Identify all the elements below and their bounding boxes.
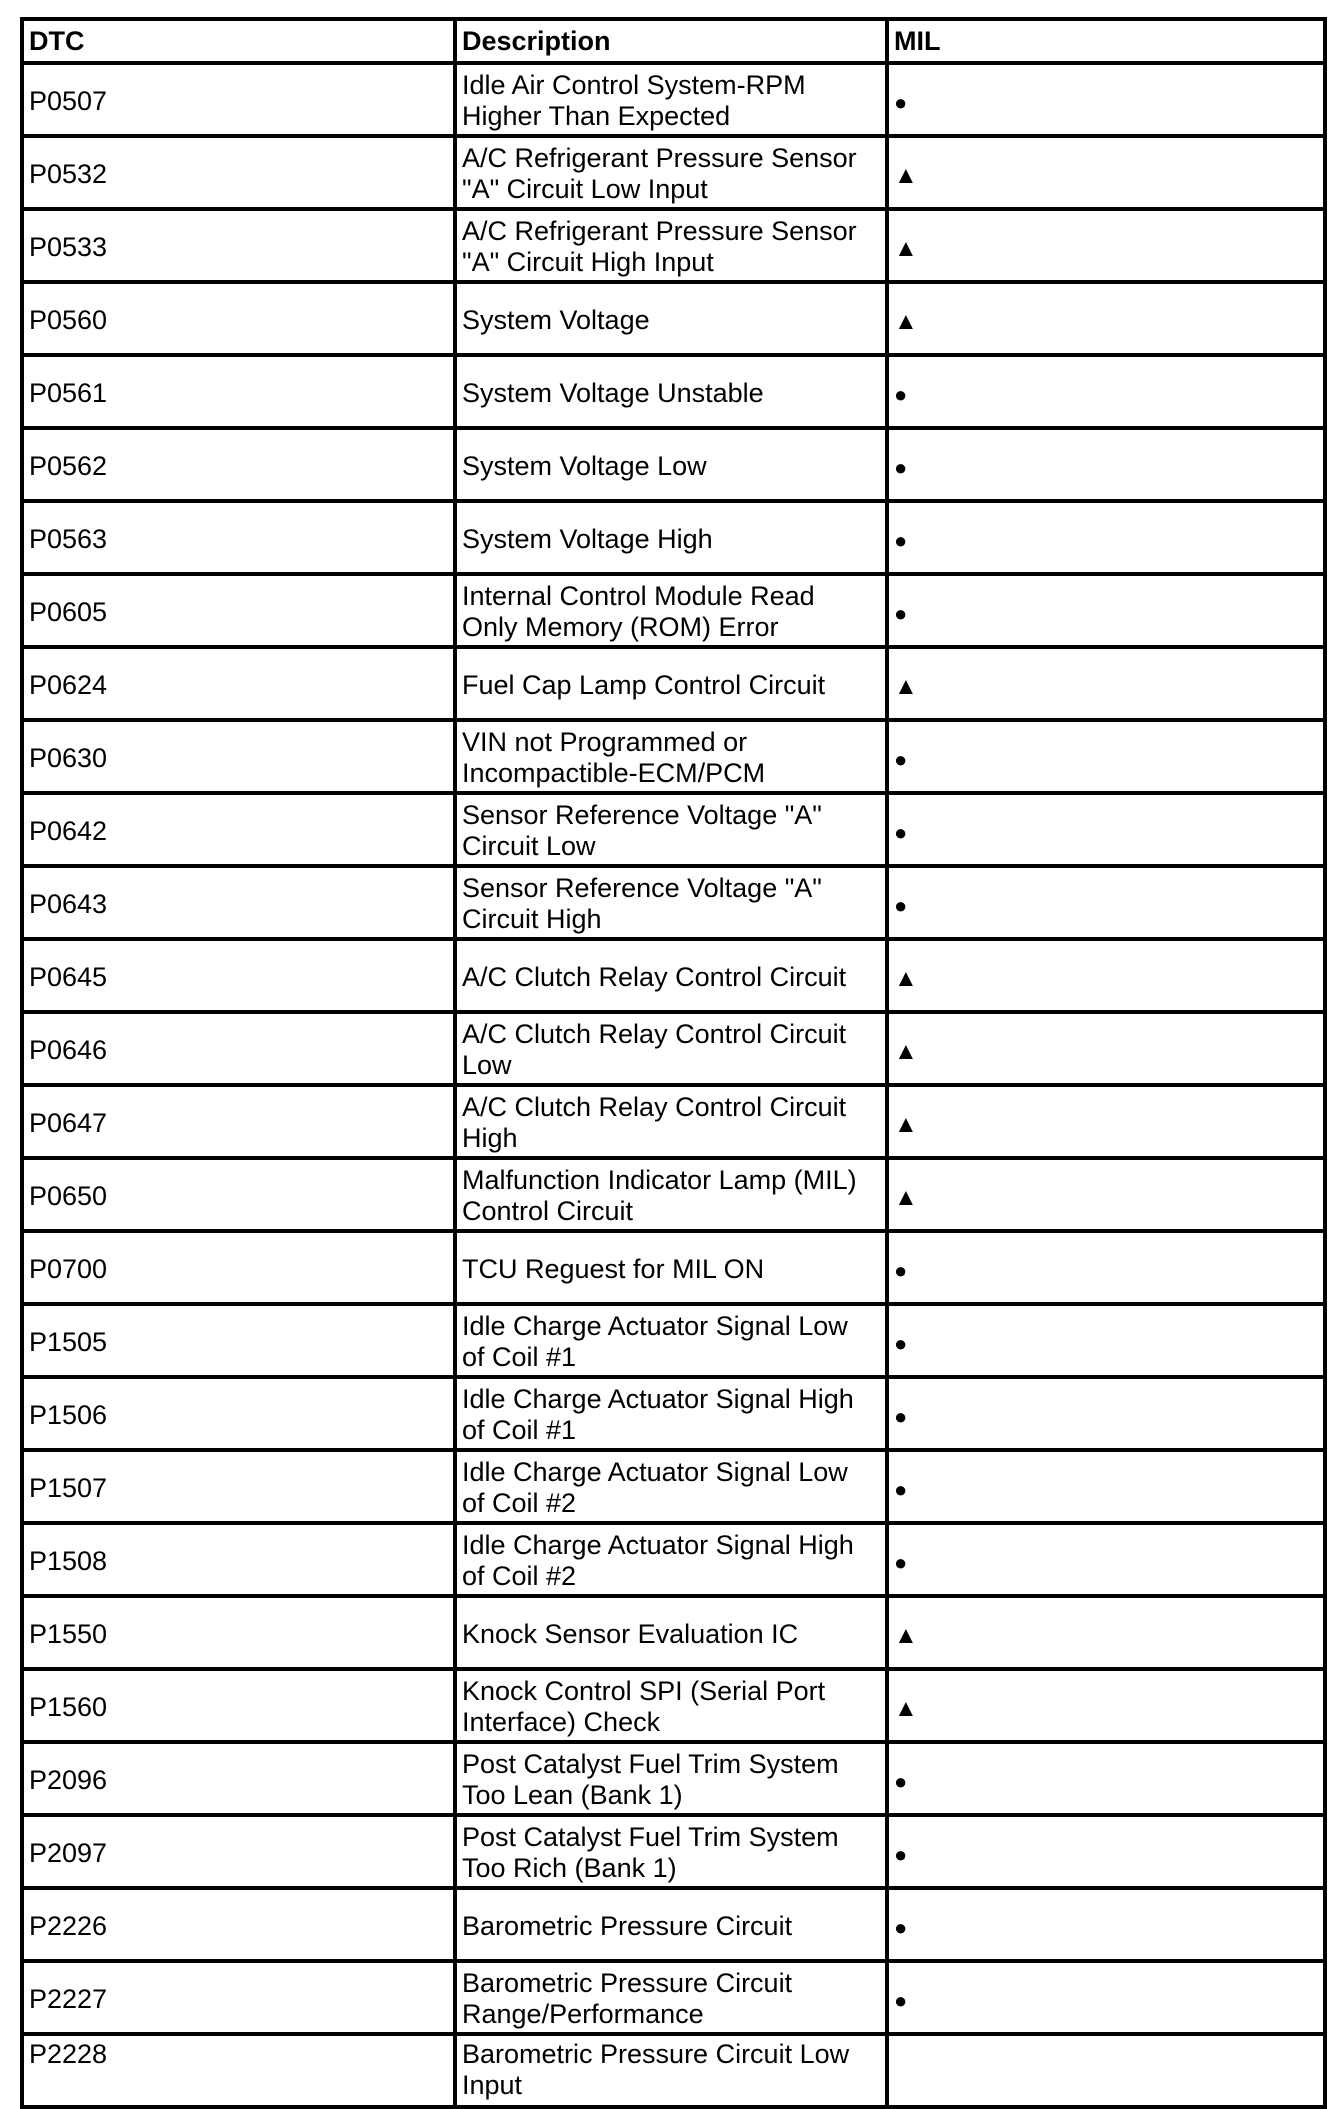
table-row <box>22 793 1325 866</box>
dot-icon: ● <box>894 1330 908 1356</box>
dtc-code: P0561 <box>22 355 455 428</box>
description-line-2: Higher Than Expected <box>462 101 731 131</box>
mil-status <box>887 793 1325 866</box>
dtc-code: P1550 <box>22 1596 455 1669</box>
mil-status <box>887 501 1325 574</box>
dtc-description <box>455 1888 887 1961</box>
dtc-description <box>455 209 887 282</box>
dot-icon: ● <box>894 1403 908 1429</box>
dtc-description <box>455 1523 887 1596</box>
header-row <box>22 19 1325 63</box>
mil-status <box>887 1304 1325 1377</box>
mil-status <box>887 282 1325 355</box>
table-row <box>22 1888 1325 1961</box>
dtc-description <box>455 1012 887 1085</box>
table-row <box>22 647 1325 720</box>
table-row <box>22 1450 1325 1523</box>
dtc-code: P1505 <box>22 1304 455 1377</box>
dot-icon: ● <box>894 1914 908 1940</box>
mil-status <box>887 1669 1325 1742</box>
dtc-code: P0630 <box>22 720 455 793</box>
mil-status <box>887 866 1325 939</box>
description-line-1: System Voltage <box>462 304 650 335</box>
dot-icon: ● <box>894 892 908 918</box>
description-line-1: Knock Sensor Evaluation IC <box>462 1618 799 1649</box>
dot-icon: ● <box>894 454 908 480</box>
triangle-icon: ▲ <box>894 234 918 262</box>
dtc-code: P1507 <box>22 1450 455 1523</box>
table-row <box>22 1377 1325 1450</box>
description-line-2: of Coil #2 <box>462 1488 577 1518</box>
dtc-code: P0650 <box>22 1158 455 1231</box>
description-line-2: Too Lean (Bank 1) <box>462 1780 683 1810</box>
dtc-description <box>455 1450 887 1523</box>
table-row <box>22 282 1325 355</box>
dtc-description <box>455 1158 887 1231</box>
triangle-icon: ▲ <box>894 307 918 335</box>
table-row <box>22 1158 1325 1231</box>
dot-icon: ● <box>894 746 908 772</box>
mil-status <box>887 1012 1325 1085</box>
description-line-1: Post Catalyst Fuel Trim System <box>462 1749 839 1779</box>
dtc-description <box>455 1669 887 1742</box>
dtc-code: P0563 <box>22 501 455 574</box>
mil-status <box>887 1158 1325 1231</box>
description-line-1: TCU Reguest for MIL ON <box>462 1253 765 1284</box>
dtc-code: P0643 <box>22 866 455 939</box>
description-line-2: Interface) Check <box>462 1707 661 1737</box>
description-line-1: Post Catalyst Fuel Trim System <box>462 1822 839 1852</box>
table-row <box>22 501 1325 574</box>
dot-icon: ● <box>894 600 908 626</box>
table-row <box>22 574 1325 647</box>
mil-status <box>887 939 1325 1012</box>
description-line-2: "A" Circuit High Input <box>462 247 714 277</box>
description-line-2: Input <box>462 2070 523 2100</box>
description-line-1: Idle Charge Actuator Signal High <box>462 1384 854 1414</box>
dtc-code: P2226 <box>22 1888 455 1961</box>
table-row <box>22 1304 1325 1377</box>
dtc-table <box>20 17 1327 2109</box>
dtc-code: P0624 <box>22 647 455 720</box>
table-row <box>22 2034 1325 2107</box>
description-line-1: Barometric Pressure Circuit Low <box>462 2039 850 2069</box>
dtc-code: P2096 <box>22 1742 455 1815</box>
dtc-code: P2228 <box>22 2034 455 2107</box>
dtc-code: P1506 <box>22 1377 455 1450</box>
description-line-1: System Voltage Unstable <box>462 377 764 408</box>
dtc-code: P1560 <box>22 1669 455 1742</box>
dtc-code: P0605 <box>22 574 455 647</box>
triangle-icon: ▲ <box>894 1110 918 1138</box>
dtc-description <box>455 501 887 574</box>
dtc-description <box>455 647 887 720</box>
triangle-icon: ▲ <box>894 1037 918 1065</box>
dtc-description <box>455 1596 887 1669</box>
dtc-description <box>455 1304 887 1377</box>
table-row <box>22 63 1325 136</box>
table-row <box>22 1596 1325 1669</box>
table-row <box>22 1231 1325 1304</box>
table-row <box>22 939 1325 1012</box>
table-row <box>22 428 1325 501</box>
dot-icon: ● <box>894 1987 908 2013</box>
triangle-icon: ▲ <box>894 964 918 992</box>
mil-status <box>887 63 1325 136</box>
dtc-description <box>455 2034 887 2107</box>
table-row <box>22 136 1325 209</box>
mil-status <box>887 1450 1325 1523</box>
description-line-1: A/C Refrigerant Pressure Sensor <box>462 143 857 173</box>
mil-status <box>887 1815 1325 1888</box>
dtc-description <box>455 866 887 939</box>
description-line-1: VIN not Programmed or <box>462 727 748 757</box>
description-line-2: "A" Circuit Low Input <box>462 174 708 204</box>
mil-status <box>887 2034 1325 2107</box>
dtc-description <box>455 793 887 866</box>
triangle-icon: ▲ <box>894 672 918 700</box>
mil-status <box>887 1523 1325 1596</box>
table-row <box>22 720 1325 793</box>
mil-status <box>887 720 1325 793</box>
description-line-1: A/C Clutch Relay Control Circuit <box>462 1092 847 1122</box>
description-line-1: Idle Charge Actuator Signal Low <box>462 1457 848 1487</box>
description-line-2: Circuit High <box>462 904 602 934</box>
dtc-code: P0647 <box>22 1085 455 1158</box>
dtc-code: P0532 <box>22 136 455 209</box>
header-description: Description <box>455 19 887 63</box>
mil-status <box>887 647 1325 720</box>
description-line-1: Knock Control SPI (Serial Port <box>462 1676 826 1706</box>
dtc-description <box>455 428 887 501</box>
description-line-1: Idle Charge Actuator Signal Low <box>462 1311 848 1341</box>
description-line-2: Too Rich (Bank 1) <box>462 1853 677 1883</box>
dtc-description <box>455 1742 887 1815</box>
description-line-1: Idle Air Control System-RPM <box>462 70 806 100</box>
table-row <box>22 1523 1325 1596</box>
header-mil: MIL <box>887 19 1325 63</box>
dtc-description <box>455 282 887 355</box>
dtc-description <box>455 574 887 647</box>
description-line-1: Sensor Reference Voltage "A" <box>462 800 822 830</box>
table-row <box>22 1085 1325 1158</box>
description-line-1: Fuel Cap Lamp Control Circuit <box>462 669 826 700</box>
dtc-description <box>455 1377 887 1450</box>
mil-status <box>887 1231 1325 1304</box>
table-row <box>22 209 1325 282</box>
description-line-2: Circuit Low <box>462 831 596 861</box>
dot-icon: ● <box>894 1476 908 1502</box>
dtc-code: P0562 <box>22 428 455 501</box>
description-line-2: High <box>462 1123 518 1153</box>
triangle-icon: ▲ <box>894 1694 918 1722</box>
description-line-2: Control Circuit <box>462 1196 634 1226</box>
dtc-code: P0700 <box>22 1231 455 1304</box>
description-line-1: System Voltage High <box>462 523 713 554</box>
description-line-1: Barometric Pressure Circuit <box>462 1968 793 1998</box>
triangle-icon: ▲ <box>894 1183 918 1211</box>
dtc-description <box>455 720 887 793</box>
dtc-code: P0533 <box>22 209 455 282</box>
dtc-code: P0646 <box>22 1012 455 1085</box>
header-dtc: DTC <box>22 19 455 63</box>
dot-icon: ● <box>894 1549 908 1575</box>
mil-status <box>887 1888 1325 1961</box>
description-line-1: Idle Charge Actuator Signal High <box>462 1530 854 1560</box>
dot-icon: ● <box>894 1841 908 1867</box>
table-row <box>22 1815 1325 1888</box>
description-line-1: A/C Clutch Relay Control Circuit <box>462 1019 847 1049</box>
triangle-icon: ▲ <box>894 1621 918 1649</box>
description-line-1: A/C Clutch Relay Control Circuit <box>462 961 847 992</box>
mil-status <box>887 1596 1325 1669</box>
dtc-description <box>455 63 887 136</box>
mil-status <box>887 1377 1325 1450</box>
dtc-code: P0560 <box>22 282 455 355</box>
mil-status <box>887 136 1325 209</box>
mil-status <box>887 428 1325 501</box>
description-line-2: Incompactible-ECM/PCM <box>462 758 766 788</box>
dtc-description <box>455 1231 887 1304</box>
description-line-2: of Coil #1 <box>462 1415 577 1445</box>
description-line-1: Sensor Reference Voltage "A" <box>462 873 822 903</box>
description-line-2: of Coil #1 <box>462 1342 577 1372</box>
triangle-icon: ▲ <box>894 161 918 189</box>
dtc-code: P0642 <box>22 793 455 866</box>
table-row <box>22 1742 1325 1815</box>
dtc-description <box>455 939 887 1012</box>
mil-status <box>887 574 1325 647</box>
description-line-2: of Coil #2 <box>462 1561 577 1591</box>
table-body <box>22 63 1325 2107</box>
dtc-description <box>455 355 887 428</box>
table-row <box>22 1669 1325 1742</box>
dtc-description <box>455 136 887 209</box>
dtc-code: P0507 <box>22 63 455 136</box>
dtc-description <box>455 1961 887 2034</box>
description-line-1: Internal Control Module Read <box>462 581 815 611</box>
mil-status <box>887 1742 1325 1815</box>
description-line-1: Malfunction Indicator Lamp (MIL) <box>462 1165 857 1195</box>
description-line-2: Range/Performance <box>462 1999 704 2029</box>
dtc-code: P1508 <box>22 1523 455 1596</box>
dot-icon: ● <box>894 1768 908 1794</box>
dot-icon: ● <box>894 819 908 845</box>
description-line-1: Barometric Pressure Circuit <box>462 1910 793 1941</box>
table-header <box>22 19 1325 63</box>
dtc-code: P2227 <box>22 1961 455 2034</box>
mil-status <box>887 1961 1325 2034</box>
dtc-description <box>455 1085 887 1158</box>
dtc-description <box>455 1815 887 1888</box>
mil-status <box>887 355 1325 428</box>
description-line-2: Only Memory (ROM) Error <box>462 612 779 642</box>
mil-status <box>887 1085 1325 1158</box>
description-line-2: Low <box>462 1050 512 1080</box>
table-row <box>22 355 1325 428</box>
mil-status <box>887 209 1325 282</box>
dot-icon: ● <box>894 381 908 407</box>
dot-icon: ● <box>894 527 908 553</box>
dtc-code: P0645 <box>22 939 455 1012</box>
table-row <box>22 866 1325 939</box>
description-line-1: A/C Refrigerant Pressure Sensor <box>462 216 857 246</box>
dot-icon: ● <box>894 1257 908 1283</box>
table-row <box>22 1012 1325 1085</box>
dtc-code: P2097 <box>22 1815 455 1888</box>
table-row <box>22 1961 1325 2034</box>
dot-icon: ● <box>894 89 908 115</box>
description-line-1: System Voltage Low <box>462 450 707 481</box>
